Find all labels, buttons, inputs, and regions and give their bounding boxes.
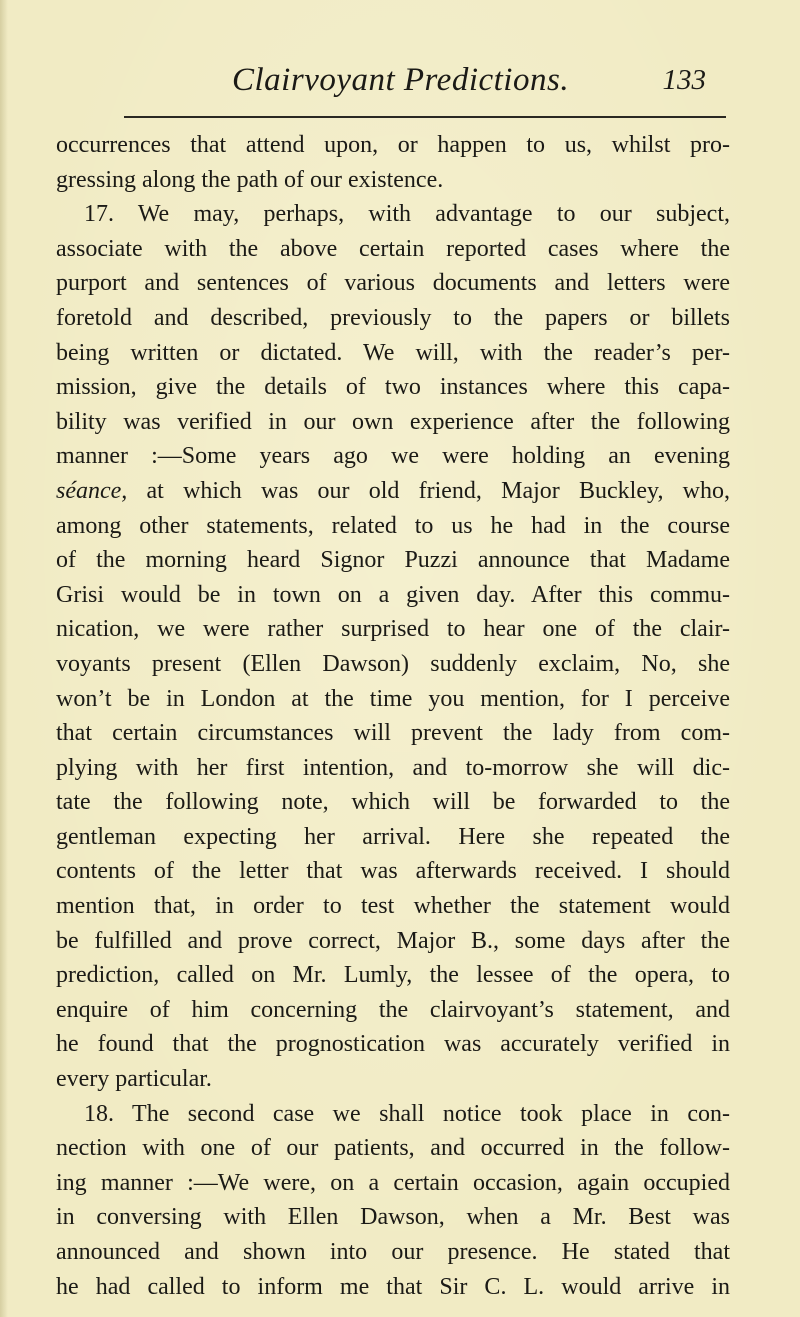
- text-line: nication, we were rather surprised to hear one of the clair-: [56, 616, 730, 643]
- text-line: enquire of him concerning the clairvoyant’s statement, and: [56, 996, 730, 1023]
- text-line: bility was verified in our own experience after the following: [56, 408, 730, 435]
- text-line: Grisi would be in town on a given day. After this commu-: [56, 581, 730, 608]
- text-line: mention that, in order to test whether the statement would: [56, 893, 730, 920]
- text-line: announced and shown into our presence. He stated that: [56, 1239, 730, 1265]
- text-line: being written or dictated. We will, with the reader’s per-: [56, 339, 730, 366]
- text-line: associate with the above certain reported cases where the: [56, 235, 730, 262]
- text-line: plying with her first intention, and to-morrow she will dic-: [56, 754, 730, 781]
- page-number: 133: [662, 64, 706, 96]
- text-line: foretold and described, previously to the papers or billets: [56, 304, 730, 331]
- text-line: manner :—Some years ago we were holding an evening: [56, 443, 730, 470]
- running-head: [120, 62, 720, 106]
- text-line: he found that the prognostication was accurately verified in: [56, 1031, 730, 1058]
- italic-word: séance,: [56, 477, 128, 504]
- text-line: among other statements, related to us he had in the course: [56, 512, 730, 539]
- text-line: every particular.: [56, 1066, 212, 1093]
- text-line: he had called to inform me that Sir C. L. would arrive in: [56, 1273, 730, 1300]
- text-line: nection with one of our patients, and occurred in the follow-: [56, 1135, 730, 1162]
- page-edge-shadow: [0, 0, 8, 1317]
- text-line: occurrences that attend upon, or happen to us, whilst pro-: [56, 132, 730, 158]
- text-line: of the morning heard Signor Puzzi announce that Madame: [56, 547, 730, 574]
- text-line: in conversing with Ellen Dawson, when a Mr. Best was: [56, 1204, 730, 1231]
- body-text: [56, 128, 730, 1304]
- text-line: 18. The second case we shall notice took place in con-: [84, 1100, 730, 1127]
- text-line-with-italic: [56, 474, 730, 509]
- text-line: tate the following note, which will be forwarded to the: [56, 789, 730, 816]
- header-rule: [124, 116, 726, 118]
- text-line-rest: at which was our old friend, Major Buckley, who,: [146, 477, 731, 504]
- text-line: gentleman expecting her arrival. Here she repeated the: [56, 823, 730, 850]
- running-title: Clairvoyant Predictions.: [232, 62, 570, 98]
- text-line: won’t be in London at the time you mention, for I perceive: [56, 685, 730, 712]
- text-line: gressing along the path of our existence.: [56, 166, 444, 193]
- text-line: ing manner :—We were, on a certain occasion, again occupied: [56, 1169, 730, 1196]
- text-line: voyants present (Ellen Dawson) suddenly exclaim, No, she: [56, 650, 730, 677]
- text-line: 17. We may, perhaps, with advantage to our subject,: [84, 201, 730, 228]
- text-line: prediction, called on Mr. Lumly, the lessee of the opera, to: [56, 962, 730, 989]
- text-line: that certain circumstances will prevent the lady from com-: [56, 720, 730, 747]
- text-line: be fulfilled and prove correct, Major B., some days after the: [56, 927, 730, 954]
- text-line: contents of the letter that was afterwards received. I should: [56, 858, 730, 885]
- text-line: purport and sentences of various documents and letters were: [56, 270, 730, 297]
- text-line: mission, give the details of two instances where this capa-: [56, 374, 730, 401]
